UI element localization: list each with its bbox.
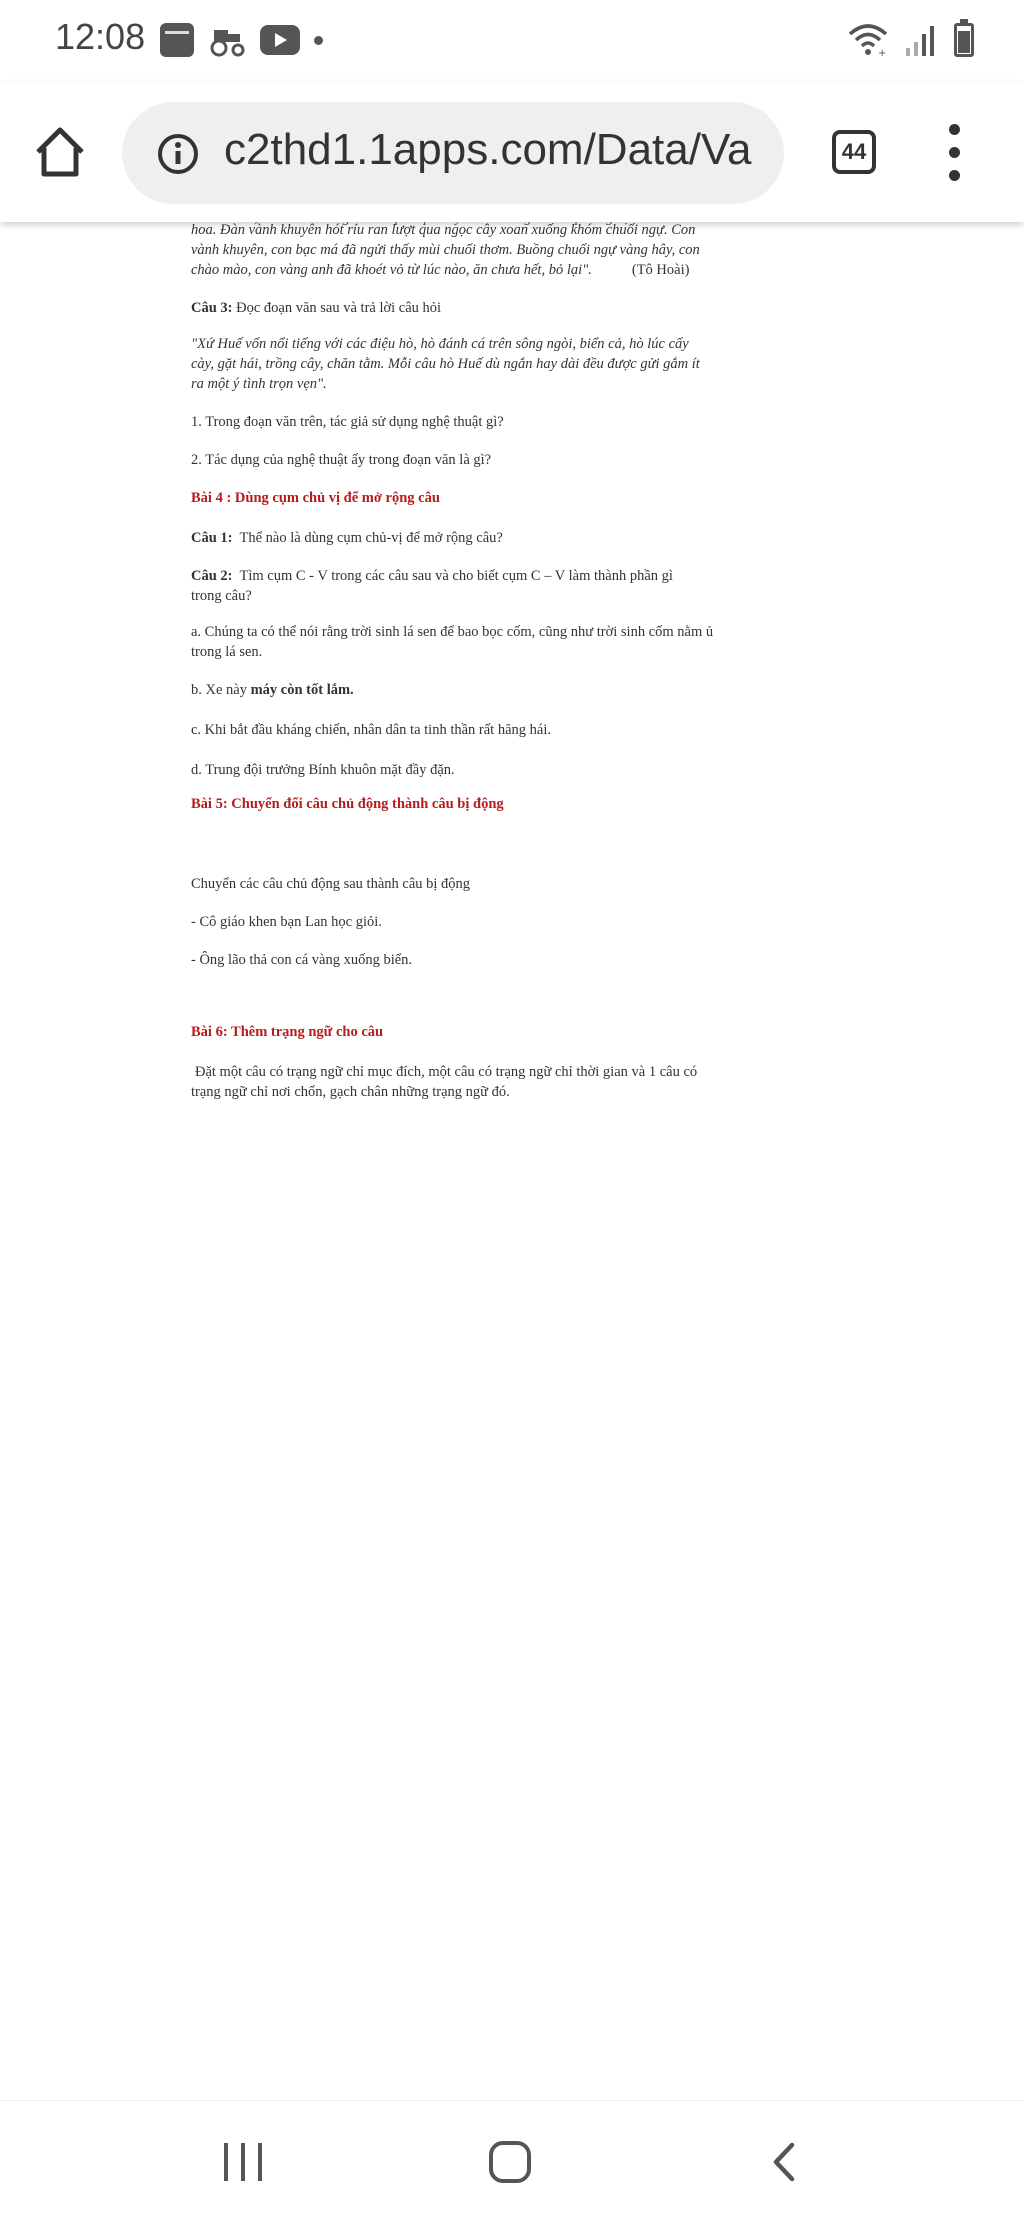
- status-bar: [0, 0, 1024, 82]
- url-text[interactable]: c2thd1.1apps.com/Data/Va: [224, 125, 752, 174]
- calendar-icon: [160, 23, 194, 57]
- bai5-item: - Cô giáo khen bạn Lan học giỏi.: [191, 914, 382, 930]
- bai6-line: Đặt một câu có trạng ngữ chỉ mục đích, một câu có trạng ngữ chỉ thời gian và 1 câu có: [195, 1064, 698, 1080]
- cau3: [191, 298, 836, 318]
- b4-cau1: [191, 528, 836, 548]
- cau3-label: Câu 3:: [191, 300, 233, 316]
- question-2: 2. Tác dụng của nghệ thuật ấy trong đoạn văn là gì?: [191, 452, 492, 468]
- b4-cau2-line2: trong câu?: [191, 588, 252, 604]
- more-vert-icon[interactable]: [940, 124, 970, 182]
- back-icon[interactable]: [764, 2141, 806, 2183]
- item-b-prefix: b. Xe này: [191, 682, 247, 698]
- hue-quote-line: "Xứ Huế vốn nổi tiếng với các điệu hò, hò đánh cá trên sông ngòi, biển cả, hò lúc cấy: [191, 336, 689, 352]
- b4-cau2-text: Tìm cụm C - V trong các câu sau và cho biết cụm C – V làm thành phần gì: [239, 568, 673, 584]
- b4-cau1-label: Câu 1:: [191, 530, 233, 546]
- cau3-text: Đọc đoạn văn sau và trả lời câu hỏi: [236, 300, 442, 316]
- b4-cau2: [191, 566, 836, 586]
- info-icon[interactable]: [156, 132, 200, 176]
- poem-line: chào mào, con vàng anh đã khoét vỏ từ lúc nào, ăn chưa hết, bỏ lại".: [191, 262, 592, 278]
- battery-charging-icon: [954, 23, 974, 57]
- bai4-title: Bài 4 : Dùng cụm chủ vị để mở rộng câu: [191, 490, 440, 506]
- system-icons: [848, 20, 974, 60]
- status-time: 12:08: [55, 16, 146, 57]
- signal-icon: [906, 24, 936, 56]
- bai5-title: Bài 5: Chuyển đổi câu chủ động thành câu bị động: [191, 796, 504, 812]
- bai6-line: trạng ngữ chỉ nơi chốn, gạch chân những trạng ngữ đó.: [191, 1084, 510, 1100]
- recent-apps-icon[interactable]: [224, 2143, 262, 2181]
- document-viewer[interactable]: [0, 222, 1024, 2100]
- notification-dot-icon: [314, 36, 323, 45]
- item-d: d. Trung đội trưởng Bính khuôn mặt đầy đặn.: [191, 762, 455, 778]
- address-bar[interactable]: [122, 102, 784, 204]
- home-nav-icon[interactable]: [489, 2141, 531, 2183]
- item-b-bold: máy còn tốt lắm.: [250, 682, 354, 698]
- hue-quote-line: ra một ý tình trọn vẹn".: [191, 376, 327, 392]
- bai6-title: Bài 6: Thêm trạng ngữ cho câu: [191, 1024, 384, 1040]
- youtube-icon: [260, 25, 300, 55]
- item-c: c. Khi bắt đầu kháng chiến, nhân dân ta tinh thần rất hăng hái.: [191, 722, 551, 738]
- poem-last-line: [191, 260, 836, 280]
- bai5-instruction: Chuyển các câu chủ động sau thành câu bị động: [191, 876, 471, 892]
- poem-author: (Tô Hoài): [631, 262, 690, 278]
- bai5-item: - Ông lão thả con cá vàng xuống biển.: [191, 952, 413, 968]
- poem-line: hoa. Đàn vành khuyên hót ríu ran lượt qua ngọc cây xoan xuống khóm chuối ngự. Con: [191, 222, 696, 238]
- question-1: 1. Trong đoạn văn trên, tác giả sử dụng nghệ thuật gì?: [191, 414, 504, 430]
- b4-cau1-text: Thế nào là dùng cụm chủ-vị để mở rộng câu?: [239, 530, 503, 546]
- item-a-line2: trong lá sen.: [191, 644, 263, 660]
- browser-toolbar: [0, 82, 1024, 222]
- home-icon[interactable]: [30, 122, 90, 182]
- wifi-icon: [848, 22, 888, 58]
- tractor-icon: [208, 24, 246, 56]
- svg-text:+: +: [878, 48, 887, 59]
- document-page: [191, 208, 836, 1102]
- b4-cau2-label: Câu 2:: [191, 568, 233, 584]
- system-nav-bar: [0, 2100, 1024, 2218]
- item-a: a. Chúng ta có thể nói rằng trời sinh lá sen để bao bọc cốm, cũng như trời sinh cốm nằm ủ: [191, 624, 714, 640]
- notification-icons: [160, 22, 323, 58]
- hue-quote-line: cày, gặt hái, trồng cây, chăn tằm. Mỗi câu hò Huế dù ngắn hay dài đều được gửi gắm ít: [191, 356, 700, 372]
- item-b: [191, 680, 836, 700]
- poem-line: vành khuyên, con bạc má đã ngửi thấy mùi chuối thơm. Buồng chuối ngự vàng hây, con: [191, 242, 700, 258]
- tabs-button[interactable]: 44: [832, 130, 876, 174]
